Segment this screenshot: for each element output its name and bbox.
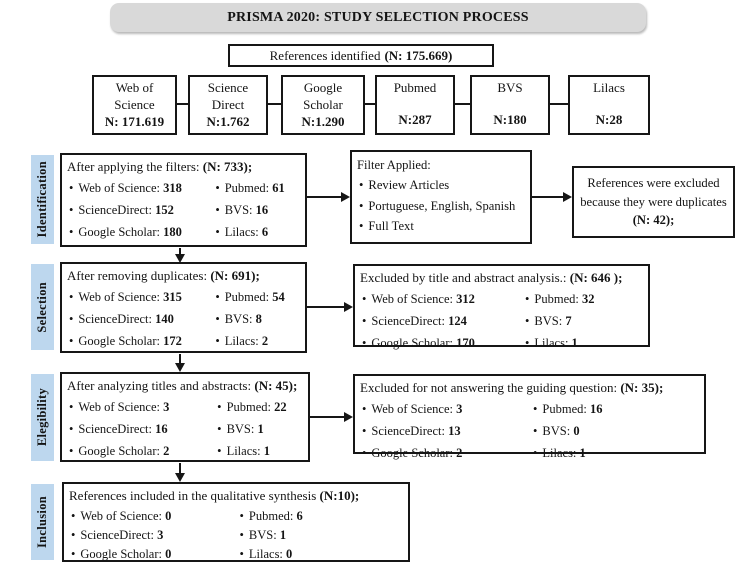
- stat-item: • Pubmed: 6: [238, 507, 407, 526]
- bullet-icon: •: [362, 445, 367, 460]
- stat-item: • Web of Science: 0: [69, 507, 238, 526]
- bullet-icon: •: [359, 178, 364, 193]
- bullet-icon: •: [71, 527, 76, 542]
- database-connector-line: [100, 103, 645, 105]
- stat-item: • Pubmed: 22: [215, 397, 306, 419]
- phase-label-selection: Selection: [31, 264, 54, 350]
- database-name: Lilacs: [593, 80, 625, 95]
- stat-item: • ScienceDirect: 13: [360, 421, 531, 443]
- bullet-icon: •: [69, 181, 74, 196]
- database-box-google-scholar: [281, 75, 365, 135]
- stat-item: • BVS: 7: [523, 311, 646, 333]
- database-box-science-direct: [188, 75, 268, 135]
- bullet-icon: •: [69, 400, 74, 415]
- bullet-icon: •: [215, 181, 220, 196]
- stat-item: • Lilacs: 6: [213, 222, 303, 244]
- bullet-icon: •: [217, 421, 222, 436]
- bullet-icon: •: [215, 202, 220, 217]
- bullet-icon: •: [239, 546, 244, 561]
- stage-box-identification: [60, 153, 307, 247]
- stat-item: • BVS: 16: [213, 200, 303, 222]
- bullet-icon: •: [359, 219, 364, 234]
- stat-item: • Web of Science: 318: [67, 178, 213, 200]
- phase-label-inclusion: Inclusion: [31, 484, 54, 560]
- references-identified-box: [228, 44, 494, 67]
- filter-applied-box: [350, 150, 532, 244]
- database-box-bvs: [470, 75, 550, 135]
- bullet-icon: •: [69, 224, 74, 239]
- bullet-icon: •: [69, 421, 74, 436]
- stage-box-inclusion: [62, 482, 410, 562]
- bullet-icon: •: [215, 333, 220, 348]
- stat-item: • Lilacs: 2: [213, 331, 303, 353]
- stage-box-elegibility: [60, 372, 310, 462]
- stat-item: • ScienceDirect: 3: [69, 526, 238, 545]
- page-title: PRISMA 2020: STUDY SELECTION PROCESS: [227, 9, 529, 25]
- filter-bullet-item: • Full Text: [357, 216, 525, 236]
- stage-box-selection: [60, 262, 307, 353]
- stat-item: • Lilacs: 1: [523, 333, 646, 355]
- references-identified-label: References identified: [269, 47, 381, 63]
- bullet-icon: •: [525, 292, 530, 307]
- database-name: Pubmed: [393, 80, 437, 95]
- stat-item: • Web of Science: 312: [360, 289, 523, 311]
- duplicates-excluded-box: References were excluded because they were duplicates (N: 42);: [572, 166, 735, 238]
- bullet-icon: •: [215, 311, 220, 326]
- bullet-icon: •: [533, 423, 538, 438]
- database-count: N:1.290: [301, 113, 345, 129]
- arrow-filter-to-duplicates: [532, 196, 564, 198]
- bullet-icon: •: [362, 402, 367, 417]
- arrow-identification-to-filter: [307, 196, 342, 198]
- stat-item: • Web of Science: 315: [67, 287, 213, 309]
- database-box-pubmed: [375, 75, 455, 135]
- database-name: Google: [303, 80, 343, 95]
- bullet-icon: •: [69, 290, 74, 305]
- bullet-icon: •: [239, 527, 244, 542]
- stat-item: • Lilacs: 1: [215, 441, 306, 463]
- stat-item: • BVS: 1: [238, 526, 407, 545]
- stat-item: • Google Scholar: 0: [69, 545, 238, 564]
- page-title-bar: [110, 3, 646, 32]
- database-name: Science: [114, 96, 155, 112]
- bullet-icon: •: [362, 335, 367, 350]
- stat-item: • Pubmed: 32: [523, 289, 646, 311]
- excluded-title-abstract-box: [353, 264, 650, 350]
- stat-item: • BVS: 0: [531, 421, 702, 443]
- stat-item: • Web of Science: 3: [67, 397, 215, 419]
- arrow-identification-to-selection: [179, 248, 181, 255]
- filter-bullet-item: • Portuguese, English, Spanish: [357, 196, 525, 216]
- arrow-selection-to-excluded: [307, 306, 345, 308]
- excluded-header: Excluded by title and abstract analysis.: (N: 646 );: [360, 270, 623, 285]
- bullet-icon: •: [525, 313, 530, 328]
- bullet-icon: •: [533, 445, 538, 460]
- arrow-elegibility-to-inclusion: [179, 463, 181, 474]
- stat-item: • Pubmed: 54: [213, 287, 303, 309]
- bullet-icon: •: [525, 335, 530, 350]
- database-name: Scholar: [303, 96, 343, 112]
- stage-header: After removing duplicates: (N: 691);: [67, 268, 260, 283]
- database-name: BVS: [497, 80, 523, 95]
- bullet-icon: •: [217, 400, 222, 415]
- filter-applied-title: Filter Applied:: [357, 158, 431, 172]
- arrow-selection-to-elegibility: [179, 354, 181, 364]
- bullet-icon: •: [217, 443, 222, 458]
- stat-item: • ScienceDirect: 124: [360, 311, 523, 333]
- stat-item: • Lilacs: 1: [531, 443, 702, 465]
- references-identified-count: (N: 175.669): [384, 47, 453, 63]
- bullet-icon: •: [71, 509, 76, 524]
- bullet-icon: •: [359, 198, 364, 213]
- stat-item: • Lilacs: 0: [238, 545, 407, 564]
- database-name: Science: [207, 80, 249, 95]
- bullet-icon: •: [215, 224, 220, 239]
- stage-header: References included in the qualitative synthesis (N:10);: [69, 488, 360, 503]
- stat-item: • Google Scholar: 2: [360, 443, 531, 465]
- bullet-icon: •: [362, 313, 367, 328]
- phase-label-elegibility: Elegibility: [31, 374, 54, 461]
- stat-item: • ScienceDirect: 16: [67, 419, 215, 441]
- bullet-icon: •: [362, 423, 367, 438]
- database-count: N:287: [398, 112, 432, 128]
- bullet-icon: •: [69, 311, 74, 326]
- stat-item: • BVS: 1: [215, 419, 306, 441]
- bullet-icon: •: [239, 509, 244, 524]
- stat-item: • Google Scholar: 180: [67, 222, 213, 244]
- database-count: N:28: [595, 112, 623, 128]
- database-count: N:180: [493, 112, 527, 128]
- stat-item: • BVS: 8: [213, 309, 303, 331]
- bullet-icon: •: [215, 290, 220, 305]
- arrow-elegibility-to-excluded: [310, 416, 345, 418]
- filter-bullet-item: • Review Articles: [357, 175, 525, 195]
- stat-item: • Google Scholar: 170: [360, 333, 523, 355]
- database-name: Web of: [115, 80, 154, 95]
- bullet-icon: •: [362, 292, 367, 307]
- database-box-web-of-science: [92, 75, 177, 135]
- database-count: N:1.762: [206, 113, 250, 129]
- bullet-icon: •: [71, 546, 76, 561]
- stat-item: • Pubmed: 16: [531, 399, 702, 421]
- excluded-guiding-question-box: [353, 374, 706, 460]
- database-count: N: 171.619: [104, 113, 165, 129]
- stage-header: After applying the filters: (N: 733);: [67, 159, 253, 174]
- bullet-icon: •: [69, 333, 74, 348]
- stage-header: After analyzing titles and abstracts: (N: 45);: [67, 378, 298, 393]
- database-box-lilacs: [568, 75, 650, 135]
- database-name: Direct: [211, 96, 245, 112]
- stat-item: • Google Scholar: 2: [67, 441, 215, 463]
- stat-item: • ScienceDirect: 140: [67, 309, 213, 331]
- excluded-header: Excluded for not answering the guiding question: (N: 35);: [360, 380, 664, 395]
- phase-label-identification: Identification: [31, 155, 54, 244]
- bullet-icon: •: [69, 202, 74, 217]
- stat-item: • Pubmed: 61: [213, 178, 303, 200]
- bullet-icon: •: [69, 443, 74, 458]
- stat-item: • ScienceDirect: 152: [67, 200, 213, 222]
- stat-item: • Web of Science: 3: [360, 399, 531, 421]
- bullet-icon: •: [533, 402, 538, 417]
- stat-item: • Google Scholar: 172: [67, 331, 213, 353]
